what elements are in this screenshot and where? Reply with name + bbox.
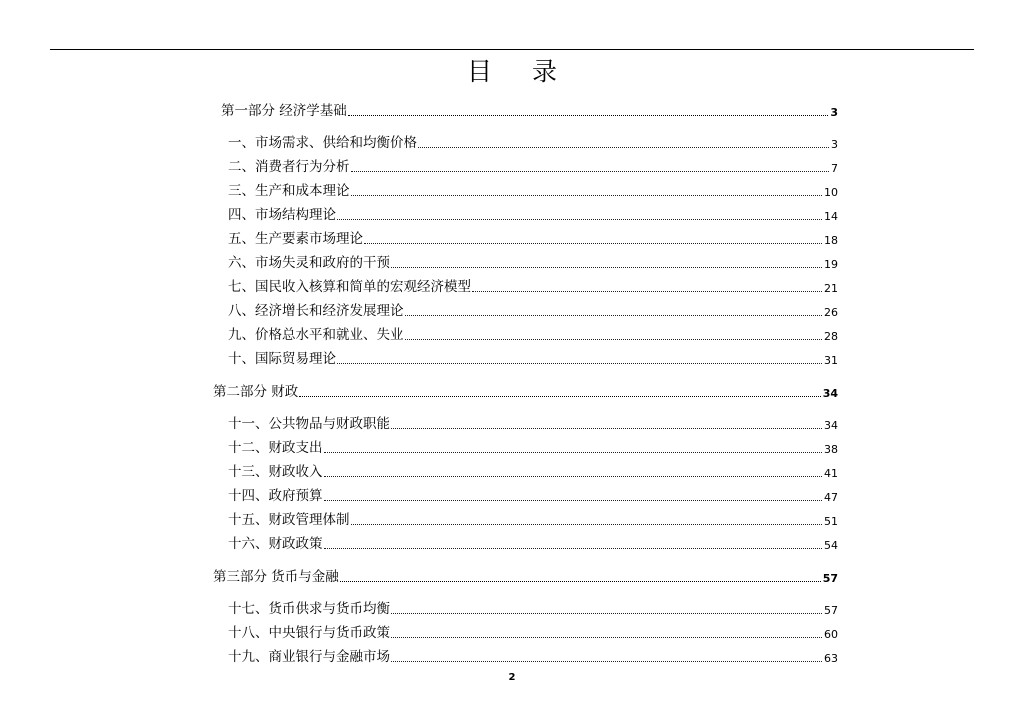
toc-entry-page-number: 38	[824, 443, 838, 456]
toc-entry-page-number: 19	[824, 258, 838, 271]
toc-part-entry[interactable]	[213, 382, 838, 402]
toc-chapter-entry[interactable]	[228, 438, 838, 458]
toc-dot-leader	[391, 267, 822, 268]
toc-dot-leader	[364, 243, 822, 244]
toc-dot-leader	[351, 524, 823, 525]
toc-entry-page-number: 10	[824, 186, 838, 199]
toc-entry-label: 第二部分 财政	[213, 384, 299, 400]
toc-entry-label: 十三、财政收入	[228, 464, 323, 480]
toc-entry-label: 十一、公共物品与财政职能	[228, 416, 390, 432]
toc-entry-label: 十六、财政政策	[228, 536, 323, 552]
toc-dot-leader	[324, 452, 823, 453]
toc-entry-page-number: 57	[822, 572, 838, 585]
toc-entry-page-number: 28	[824, 330, 838, 343]
toc-entry-label: 八、经济增长和经济发展理论	[228, 303, 404, 319]
toc-dot-leader	[472, 291, 822, 292]
toc-entry-page-number: 3	[830, 106, 838, 119]
toc-entry-page-number: 3	[831, 138, 838, 151]
toc-dot-leader	[337, 363, 822, 364]
toc-entry-page-number: 18	[824, 234, 838, 247]
toc-dot-leader	[324, 548, 823, 549]
toc-entry-page-number: 7	[831, 162, 838, 175]
toc-chapter-entry[interactable]	[228, 647, 838, 667]
toc-entry-page-number: 47	[824, 491, 838, 504]
toc-dot-leader	[340, 581, 821, 582]
toc-entry-page-number: 21	[824, 282, 838, 295]
toc-dot-leader	[405, 315, 823, 316]
toc-dot-leader	[337, 219, 822, 220]
toc-dot-leader	[351, 195, 823, 196]
toc-dot-leader	[391, 428, 822, 429]
toc-chapter-entry[interactable]	[228, 349, 838, 369]
toc-entry-label: 十九、商业银行与金融市场	[228, 649, 390, 665]
toc-entry-label: 一、市场需求、供给和均衡价格	[228, 135, 417, 151]
toc-dot-leader	[418, 147, 829, 148]
toc-entry-page-number: 31	[824, 354, 838, 367]
toc-chapter-entry[interactable]	[228, 325, 838, 345]
toc-entry-label: 三、生产和成本理论	[228, 183, 350, 199]
toc-entry-page-number: 26	[824, 306, 838, 319]
toc-part-entry[interactable]	[213, 567, 838, 587]
toc-entry-label: 十二、财政支出	[228, 440, 323, 456]
toc-entry-label: 十、国际贸易理论	[228, 351, 336, 367]
toc-chapter-entry[interactable]	[228, 157, 838, 177]
toc-entry-label: 五、生产要素市场理论	[228, 231, 363, 247]
toc-entry-label: 九、价格总水平和就业、失业	[228, 327, 404, 343]
toc-chapter-entry[interactable]	[228, 229, 838, 249]
toc-entry-label: 十四、政府预算	[228, 488, 323, 504]
toc-chapter-entry[interactable]	[228, 510, 838, 530]
toc-chapter-entry[interactable]	[228, 623, 838, 643]
toc-chapter-entry[interactable]	[228, 253, 838, 273]
toc-chapter-entry[interactable]	[228, 277, 838, 297]
toc-chapter-entry[interactable]	[228, 534, 838, 554]
page-title: 目 录	[467, 57, 573, 86]
toc-entry-label: 四、市场结构理论	[228, 207, 336, 223]
toc-entry-page-number: 54	[824, 539, 838, 552]
header-rule	[50, 49, 974, 50]
toc-entry-page-number: 34	[822, 387, 838, 400]
toc-entry-page-number: 14	[824, 210, 838, 223]
toc-chapter-entry[interactable]	[228, 599, 838, 619]
toc-entry-page-number: 51	[824, 515, 838, 528]
toc-entry-label: 六、市场失灵和政府的干预	[228, 255, 390, 271]
toc-dot-leader	[405, 339, 823, 340]
toc-dot-leader	[324, 500, 823, 501]
toc-part-entry[interactable]	[221, 101, 838, 121]
toc-entry-label: 十八、中央银行与货币政策	[228, 625, 390, 641]
toc-entry-page-number: 34	[824, 419, 838, 432]
toc-dot-leader	[324, 476, 823, 477]
toc-dot-leader	[391, 637, 822, 638]
toc-dot-leader	[351, 171, 830, 172]
toc-entry-page-number: 41	[824, 467, 838, 480]
toc-entry-label: 十五、财政管理体制	[228, 512, 350, 528]
toc-entry-label: 七、国民收入核算和简单的宏观经济模型	[228, 279, 471, 295]
toc-chapter-entry[interactable]	[228, 205, 838, 225]
toc-entry-page-number: 57	[824, 604, 838, 617]
toc-dot-leader	[348, 115, 829, 116]
toc-entry-label: 十七、货币供求与货币均衡	[228, 601, 390, 617]
toc-dot-leader	[299, 396, 820, 397]
toc-chapter-entry[interactable]	[228, 181, 838, 201]
toc-dot-leader	[391, 613, 822, 614]
toc-entry-page-number: 63	[824, 652, 838, 665]
toc-chapter-entry[interactable]	[228, 462, 838, 482]
toc-chapter-entry[interactable]	[228, 133, 838, 153]
toc-chapter-entry[interactable]	[228, 414, 838, 434]
toc-dot-leader	[391, 661, 822, 662]
toc-chapter-entry[interactable]	[228, 301, 838, 321]
footer-page-number: 2	[508, 672, 516, 683]
toc-entry-label: 第一部分 经济学基础	[221, 103, 347, 119]
toc-entry-label: 第三部分 货币与金融	[213, 569, 339, 585]
toc-entry-label: 二、消费者行为分析	[228, 159, 350, 175]
toc-entry-page-number: 60	[824, 628, 838, 641]
toc-chapter-entry[interactable]	[228, 486, 838, 506]
